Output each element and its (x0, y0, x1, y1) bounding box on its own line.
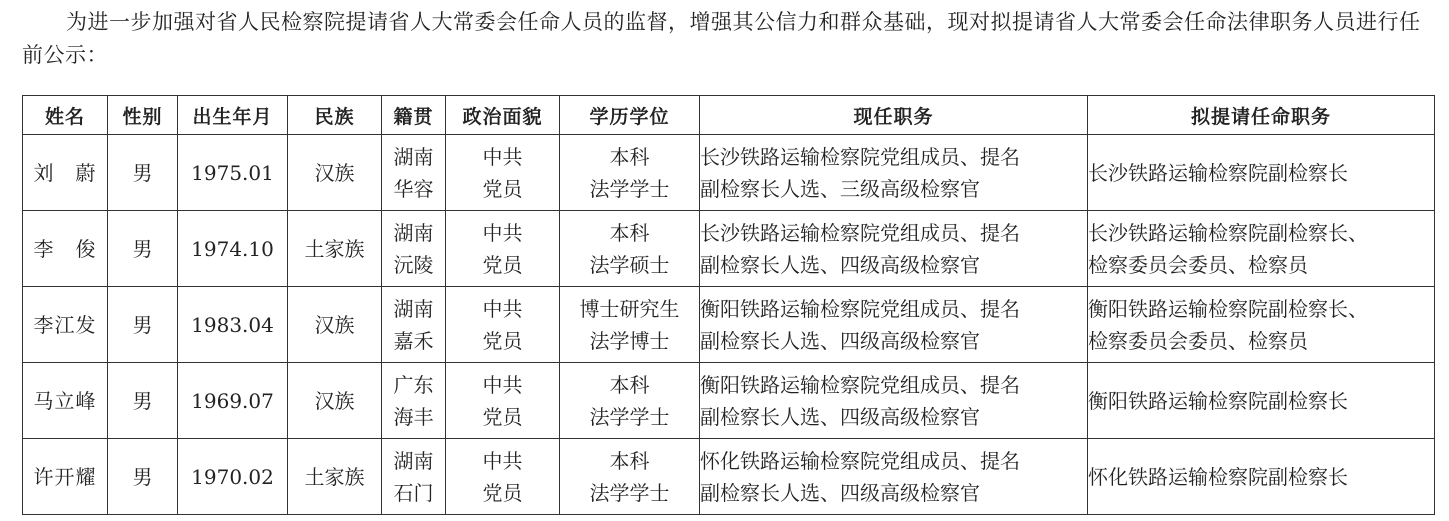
native-province: 湖南 (393, 144, 434, 169)
political-line-2: 党员 (482, 176, 523, 201)
cell-name: 马立峰 (23, 363, 108, 439)
header-proposed-position: 拟提请任命职务 (1088, 96, 1435, 135)
proposed-line-1: 怀化铁路运输检察院副检察长 (1088, 464, 1348, 489)
native-county: 沅陵 (393, 252, 434, 277)
cell-gender: 男 (108, 135, 178, 211)
cell-education (560, 363, 700, 439)
cell-education (560, 211, 700, 287)
cell-native-place (382, 135, 446, 211)
cell-ethnicity: 土家族 (288, 211, 382, 287)
header-birth: 出生年月 (178, 96, 288, 135)
political-line-1: 中共 (482, 296, 523, 321)
cell-proposed-position (1088, 211, 1435, 287)
cell-education (560, 287, 700, 363)
header-native-place: 籍贯 (382, 96, 446, 135)
cell-current-position (700, 287, 1088, 363)
cell-political-status (446, 439, 560, 515)
native-province: 广东 (393, 372, 434, 397)
cell-native-place (382, 439, 446, 515)
current-line-2: 副检察长人选、四级高级检察官 (700, 404, 980, 429)
cell-name: 许开耀 (23, 439, 108, 515)
cell-current-position (700, 135, 1088, 211)
current-line-1: 怀化铁路运输检察院党组成员、提名 (700, 448, 1020, 473)
cell-political-status (446, 135, 560, 211)
table-header-row (23, 96, 1435, 135)
political-line-1: 中共 (482, 372, 523, 397)
proposed-line-1: 长沙铁路运输检察院副检察长、 (1088, 220, 1368, 245)
cell-native-place (382, 211, 446, 287)
cell-native-place (382, 363, 446, 439)
cell-education (560, 439, 700, 515)
cell-proposed-position (1088, 439, 1435, 515)
cell-political-status (446, 363, 560, 439)
cell-name: 刘 蔚 (23, 135, 108, 211)
political-line-2: 党员 (482, 252, 523, 277)
header-ethnicity: 民族 (288, 96, 382, 135)
header-name: 姓名 (23, 96, 108, 135)
education-degree: 法学学士 (589, 176, 670, 201)
cell-ethnicity: 汉族 (288, 287, 382, 363)
cell-proposed-position (1088, 287, 1435, 363)
cell-name: 李江发 (23, 287, 108, 363)
political-line-1: 中共 (482, 448, 523, 473)
intro-paragraph: 为进一步加强对省人民检察院提请省人大常委会任命人员的监督，增强其公信力和群众基础，现对拟提请省人大常委会任命法律职务人员进行任前公示： (22, 10, 1421, 67)
cell-native-place (382, 287, 446, 363)
cell-proposed-position (1088, 135, 1435, 211)
current-line-1: 长沙铁路运输检察院党组成员、提名 (700, 144, 1020, 169)
current-line-2: 副检察长人选、四级高级检察官 (700, 328, 980, 353)
cell-gender: 男 (108, 211, 178, 287)
native-province: 湖南 (393, 296, 434, 321)
table-row (23, 439, 1435, 515)
proposed-line-2: 检察委员会委员、检察员 (1088, 252, 1308, 277)
education-level: 本科 (609, 144, 650, 169)
current-line-1: 衡阳铁路运输检察院党组成员、提名 (700, 372, 1020, 397)
cell-ethnicity: 汉族 (288, 135, 382, 211)
education-level: 本科 (609, 372, 650, 397)
cell-political-status (446, 211, 560, 287)
cell-political-status (446, 287, 560, 363)
header-current-position: 现任职务 (700, 96, 1088, 135)
table-row (23, 135, 1435, 211)
native-county: 海丰 (393, 404, 434, 429)
native-province: 湖南 (393, 220, 434, 245)
cell-ethnicity: 土家族 (288, 439, 382, 515)
education-degree: 法学学士 (589, 404, 670, 429)
current-line-1: 长沙铁路运输检察院党组成员、提名 (700, 220, 1020, 245)
cell-ethnicity: 汉族 (288, 363, 382, 439)
cell-gender: 男 (108, 287, 178, 363)
current-line-1: 衡阳铁路运输检察院党组成员、提名 (700, 296, 1020, 321)
native-county: 石门 (393, 480, 434, 505)
education-degree: 法学硕士 (589, 252, 670, 277)
cell-gender: 男 (108, 363, 178, 439)
cell-gender: 男 (108, 439, 178, 515)
cell-current-position (700, 363, 1088, 439)
education-level: 博士研究生 (579, 296, 680, 321)
native-province: 湖南 (393, 448, 434, 473)
table-row (23, 287, 1435, 363)
proposed-line-1: 衡阳铁路运输检察院副检察长 (1088, 388, 1348, 413)
proposed-line-1: 衡阳铁路运输检察院副检察长、 (1088, 296, 1368, 321)
education-degree: 法学博士 (589, 328, 670, 353)
education-level: 本科 (609, 448, 650, 473)
table-row (23, 363, 1435, 439)
cell-current-position (700, 211, 1088, 287)
education-degree: 法学学士 (589, 480, 670, 505)
political-line-2: 党员 (482, 480, 523, 505)
cell-birth: 1970.02 (178, 439, 288, 515)
current-line-2: 副检察长人选、四级高级检察官 (700, 252, 980, 277)
header-political-status: 政治面貌 (446, 96, 560, 135)
native-county: 华容 (393, 176, 434, 201)
political-line-1: 中共 (482, 144, 523, 169)
cell-current-position (700, 439, 1088, 515)
header-education: 学历学位 (560, 96, 700, 135)
cell-birth: 1983.04 (178, 287, 288, 363)
current-line-2: 副检察长人选、四级高级检察官 (700, 480, 980, 505)
cell-birth: 1974.10 (178, 211, 288, 287)
proposed-line-1: 长沙铁路运输检察院副检察长 (1088, 160, 1348, 185)
current-line-2: 副检察长人选、三级高级检察官 (700, 176, 980, 201)
table-row (23, 211, 1435, 287)
cell-birth: 1975.01 (178, 135, 288, 211)
cell-education (560, 135, 700, 211)
political-line-1: 中共 (482, 220, 523, 245)
cell-name: 李 俊 (23, 211, 108, 287)
native-county: 嘉禾 (393, 328, 434, 353)
appointment-table (22, 95, 1435, 515)
header-gender: 性别 (108, 96, 178, 135)
cell-birth: 1969.07 (178, 363, 288, 439)
proposed-line-2: 检察委员会委员、检察员 (1088, 328, 1308, 353)
cell-proposed-position (1088, 363, 1435, 439)
political-line-2: 党员 (482, 404, 523, 429)
education-level: 本科 (609, 220, 650, 245)
political-line-2: 党员 (482, 328, 523, 353)
